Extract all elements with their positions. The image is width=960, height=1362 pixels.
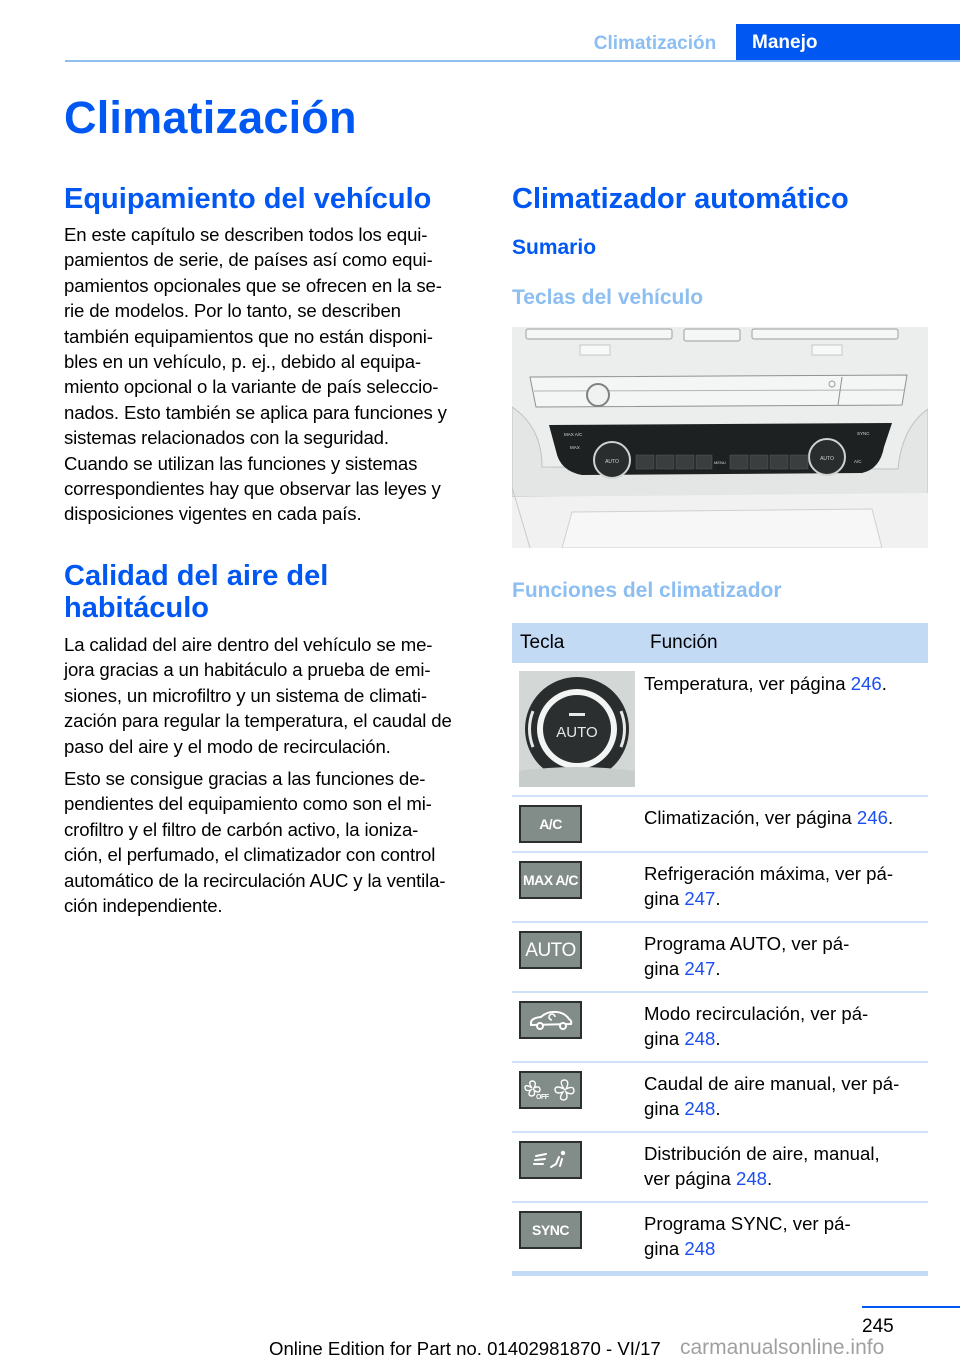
text-line: En este capítulo se describen todos los equi- <box>64 224 428 245</box>
text-line: bles en un vehículo, p. ej., debido al equipa- <box>64 351 421 373</box>
text-line: pamientos de serie, de países así como equi- <box>64 249 433 271</box>
text-line: siones, un microfiltro y un sistema de climati- <box>64 684 427 706</box>
svg-text:OFF: OFF <box>535 1094 548 1101</box>
svg-text:MAX: MAX <box>570 445 580 450</box>
air-distribution-key-icon <box>519 1141 582 1179</box>
table-row <box>512 663 928 796</box>
page-number: 245 <box>862 1316 894 1337</box>
title-line: habitáculo <box>64 591 210 624</box>
text-line: pamientos opcionales que se ofrecen en la se- <box>64 274 442 296</box>
text-line: crofiltro y el filtro de carbón activo, la ioniza- <box>64 818 419 840</box>
text-line: pendientes del equipamiento como son el mi- <box>64 793 432 815</box>
header-section-tab: Climatización <box>593 33 717 54</box>
temperature-knob-icon <box>519 671 635 787</box>
section-title-climatizador: Climatizador automático <box>512 183 849 215</box>
dashboard-illustration <box>512 327 928 548</box>
page-link[interactable]: 248 <box>684 1238 716 1259</box>
text-line: también equipamientos que no están disponi- <box>64 325 433 347</box>
ac-key-icon: A/C <box>519 805 582 843</box>
watermark: carmanualsonline.info <box>680 1336 885 1359</box>
table-row <box>512 1062 928 1132</box>
text-line: Cuando se utilizan las funciones y sistemas <box>64 452 418 474</box>
section-title-calidad-aire <box>64 560 480 624</box>
svg-text:MAX A/C: MAX A/C <box>564 432 583 437</box>
left-column <box>64 183 480 918</box>
page-link[interactable]: 247 <box>684 888 716 909</box>
subsection-title-sumario: Sumario <box>512 236 597 259</box>
text-line: La calidad del aire dentro del vehículo se me- <box>64 633 433 655</box>
function-description: Refrigeración máxima, ver pá- gina 247. <box>642 852 928 922</box>
svg-text:AUTO: AUTO <box>820 456 834 462</box>
page-link[interactable]: 248 <box>736 1168 768 1189</box>
header-chapter-tab: Manejo <box>736 24 960 62</box>
page-link[interactable]: 246 <box>856 807 888 828</box>
fan-speed-key-icon <box>519 1071 582 1109</box>
table-row <box>512 992 928 1062</box>
table-row <box>512 796 928 852</box>
chapter-title: Climatización <box>64 92 357 143</box>
text-line: automático de la recirculación AUC y la ventila- <box>64 869 446 891</box>
title-line: Calidad del aire del <box>64 559 329 592</box>
edition-text: Online Edition for Part no. 01402981870 - VI/17 <box>269 1338 661 1359</box>
auto-key-icon: AUTO <box>519 931 582 969</box>
recirculation-key-icon <box>519 1001 582 1039</box>
right-column <box>512 183 928 1276</box>
function-description: Caudal de aire manual, ver pá- gina 248. <box>642 1062 928 1132</box>
table-row <box>512 1202 928 1274</box>
table-row <box>512 1132 928 1202</box>
page-link[interactable]: 246 <box>850 673 882 694</box>
text-line: ción, el perfumado, el climatizador con control <box>64 844 436 866</box>
table-header-row <box>512 623 928 663</box>
page-link[interactable]: 248 <box>684 1028 716 1049</box>
table-title-funciones: Funciones del climatizador <box>512 579 782 602</box>
function-description: Programa AUTO, ver pá- gina 247. <box>642 922 928 992</box>
footer-divider <box>862 1306 960 1308</box>
max-ac-key-icon: MAX A/C <box>519 861 582 899</box>
sync-key-icon: SYNC <box>519 1211 582 1249</box>
section-title-equipamiento: Equipamiento del vehículo <box>64 183 432 215</box>
text-line: disposiciones vigentes en cada país. <box>64 503 362 525</box>
text-line: miento opcional o la variante de país seleccio- <box>64 376 439 398</box>
subsubsection-title-teclas: Teclas del vehículo <box>512 286 704 309</box>
column-header-funcion: Función <box>642 623 928 663</box>
page-link[interactable]: 248 <box>684 1098 716 1119</box>
svg-text:AUTO: AUTO <box>556 724 598 741</box>
text-line: rie de modelos. Por lo tanto, se describen <box>64 300 401 322</box>
svg-text:MENU: MENU <box>714 460 726 465</box>
column-header-tecla: Tecla <box>512 623 642 663</box>
text-line: sistemas relacionados con la seguridad. <box>64 427 389 449</box>
text-line: correspondientes hay que observar las leyes y <box>64 478 441 500</box>
functions-table <box>512 623 928 1276</box>
function-description: Distribución de aire, manual, ver página 248. <box>642 1132 928 1202</box>
function-description: Modo recirculación, ver pá- gina 248. <box>642 992 928 1062</box>
function-description: Programa SYNC, ver pá- gina 248 <box>642 1202 928 1274</box>
table-row <box>512 922 928 992</box>
svg-text:A/C: A/C <box>854 459 862 464</box>
paragraph-calidad-aire-1 <box>64 632 480 759</box>
text-line: Esto se consigue gracias a las funciones de- <box>64 767 426 789</box>
page-link[interactable]: 247 <box>684 958 716 979</box>
paragraph-equipamiento <box>64 222 480 527</box>
text-line: paso del aire y el modo de recirculación. <box>64 735 391 757</box>
text-line: nados. Esto también se aplica para funciones y <box>64 401 447 423</box>
function-description: Temperatura, ver página 246. <box>642 663 928 796</box>
function-description: Climatización, ver página 246. <box>642 796 928 852</box>
text-line: zación para regular la temperatura, el caudal de <box>64 710 452 732</box>
svg-text:SYNC: SYNC <box>857 431 870 436</box>
svg-text:AUTO: AUTO <box>605 459 619 465</box>
climate-control-panel-figure <box>512 327 928 548</box>
paragraph-calidad-aire-2 <box>64 766 480 918</box>
table-row <box>512 852 928 922</box>
text-line: ción independiente. <box>64 894 223 916</box>
text-line: jora gracias a un habitáculo a prueba de emi- <box>64 659 431 681</box>
header-divider <box>65 60 960 62</box>
